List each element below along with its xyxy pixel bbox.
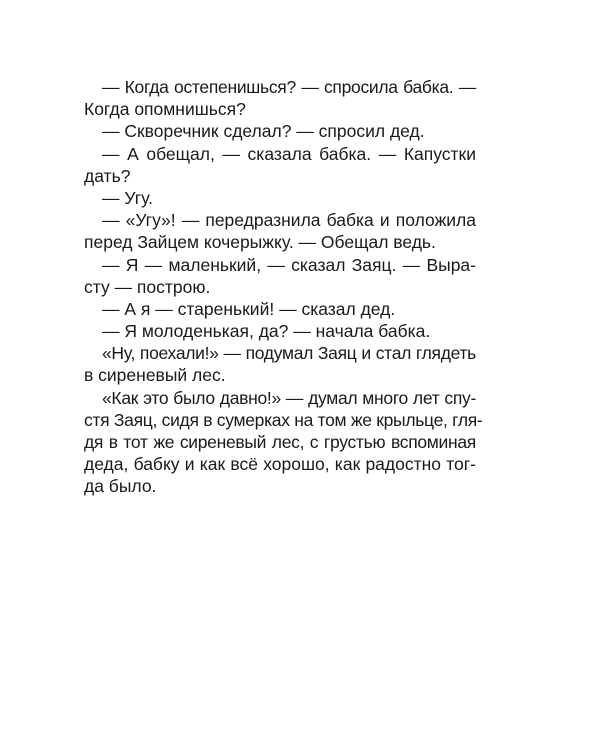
text-line: перед Зайцем кочерыжку. — Обещал ведь. xyxy=(84,232,436,253)
text-line: стя Заяц, сидя в сумерках на том же крыльце, гля- xyxy=(84,409,483,430)
text-line: сту — построю. xyxy=(84,276,211,297)
text-line: — «Угу»! — передразнила бабка и положила xyxy=(102,210,476,231)
text-line: в сиреневый лес. xyxy=(84,365,226,386)
text-line: — Угу. xyxy=(102,187,153,208)
text-line: да было. xyxy=(84,476,157,497)
text-line: — Я молоденькая, да? — начала бабка. xyxy=(102,321,431,342)
text-line: деда, бабку и как всё хорошо, как радостно тог- xyxy=(84,454,476,475)
text-line: — Скворечник сделал? — спросил дед. xyxy=(102,121,425,142)
text-line: — А я — старенький! — сказал дед. xyxy=(102,298,396,319)
story-text xyxy=(84,76,483,498)
text-line: — Я — маленький, — сказал Заяц. — Выра- xyxy=(102,254,476,275)
text-line: «Как это было давно!» — думал много лет спу- xyxy=(102,387,476,408)
text-line: «Ну, поехали!» — подумал Заяц и стал глядеть xyxy=(102,343,476,364)
text-line: дать? xyxy=(84,165,131,186)
text-line: дя в тот же сиреневый лес, с грустью вспоминая xyxy=(84,432,476,452)
text-line: — А обещал, — сказала бабка. — Капустки xyxy=(102,143,476,164)
text-line: Когда опомнишься? xyxy=(84,99,246,120)
text-line: — Когда остепенишься? — спросила бабка. — xyxy=(102,77,476,97)
